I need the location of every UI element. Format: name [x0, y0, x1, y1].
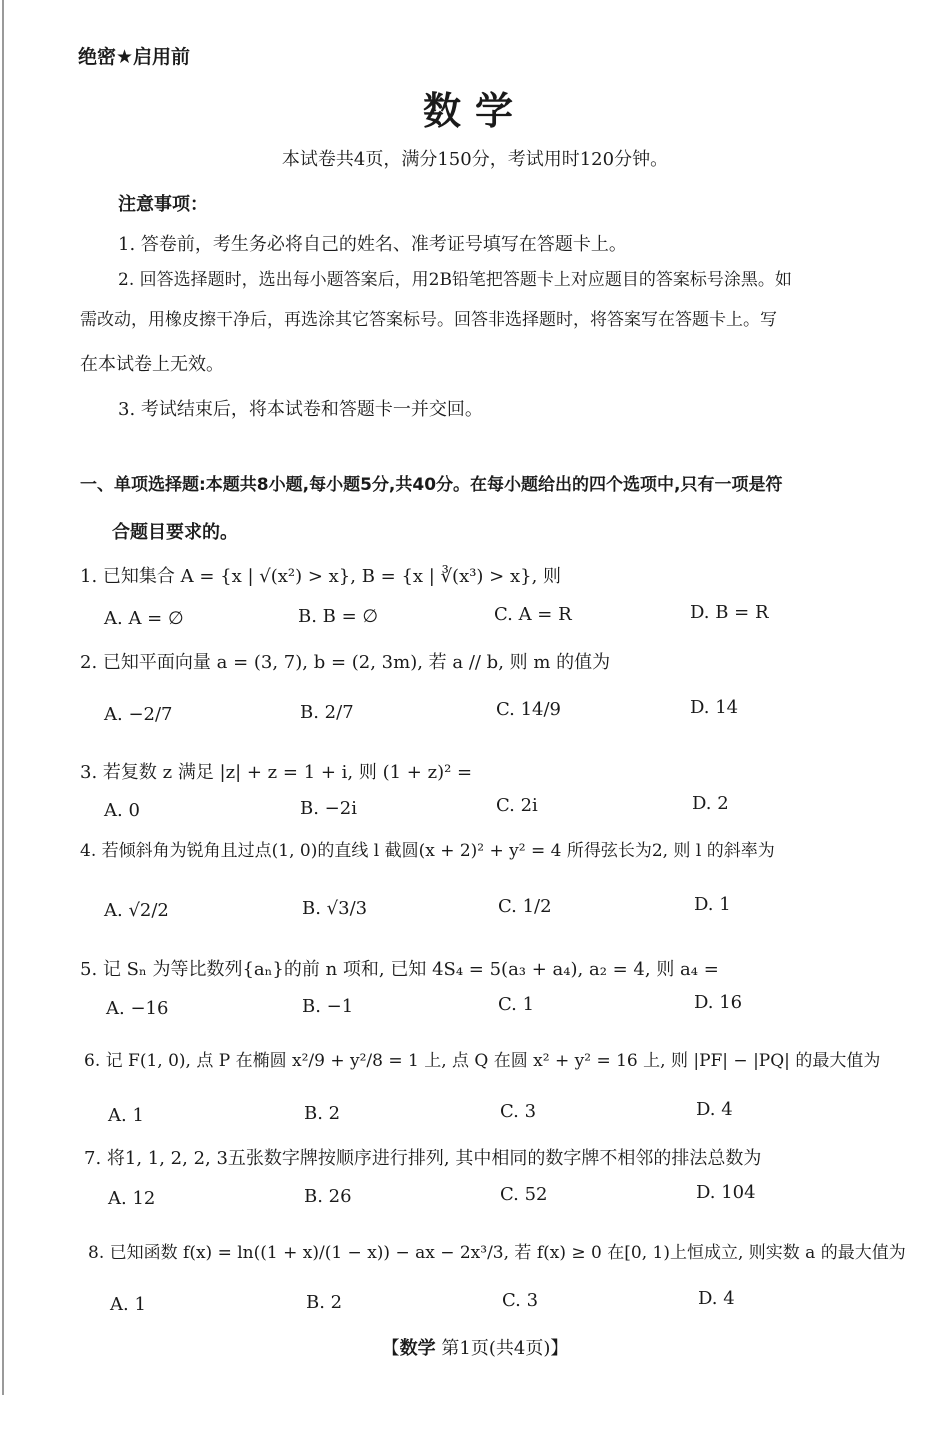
section-heading-line-2: 合题目要求的。	[112, 522, 238, 543]
question-8-option-b: B. 2	[306, 1292, 343, 1313]
question-4-stem: 4. 若倾斜角为锐角且过点(1, 0)的直线 l 截圆(x + 2)² + y² = 4 所得弦长为2, 则 l 的斜率为	[80, 841, 775, 861]
question-6-option-d: D. 4	[696, 1099, 733, 1120]
question-6-stem: 6. 记 F(1, 0), 点 P 在椭圆 x²/9 + y²/8 = 1 上, 点 Q 在圆 x² + y² = 16 上, 则 |PF| − |PQ| 的最大值为	[84, 1051, 881, 1071]
exam-info: 本试卷共4页，满分150分，考试用时120分钟。	[281, 149, 669, 170]
question-1-option-c: C. A = R	[494, 604, 572, 625]
question-5-option-a: A. −16	[106, 998, 169, 1019]
question-2-option-d: D. 14	[690, 697, 739, 718]
question-3-option-d: D. 2	[692, 793, 729, 814]
question-3-option-c: C. 2i	[496, 795, 538, 816]
question-2-option-b: B. 2/7	[300, 702, 354, 723]
question-2-option-c: C. 14/9	[496, 699, 561, 720]
question-7-stem: 7. 将1, 1, 2, 2, 3五张数字牌按顺序进行排列, 其中相同的数字牌不相邻的排法总数为	[84, 1148, 762, 1169]
question-5-option-d: D. 16	[694, 992, 743, 1013]
question-8-option-a: A. 1	[110, 1294, 146, 1315]
question-6-option-b: B. 2	[304, 1103, 341, 1124]
section-heading-line-1: 一、单项选择题:本题共8小题,每小题5分,共40分。在每小题给出的四个选项中,只有一项是符	[80, 475, 783, 495]
question-4-option-c: C. 1/2	[498, 896, 552, 917]
notice-item-1: 1. 答卷前，考生务必将自己的姓名、准考证号填写在答题卡上。	[118, 234, 627, 255]
question-7-option-c: C. 52	[500, 1184, 548, 1205]
question-7-option-b: B. 26	[304, 1186, 352, 1207]
notice-item-2-line-3: 在本试卷上无效。	[80, 354, 224, 375]
question-1-option-d: D. B = R	[690, 602, 769, 623]
question-5-option-b: B. −1	[302, 996, 354, 1017]
question-8-stem: 8. 已知函数 f(x) = ln((1 + x)/(1 − x)) − ax − 2x³/3, 若 f(x) ≥ 0 在[0, 1)上恒成立, 则实数 a 的最大值为	[88, 1243, 906, 1263]
page-title: 数学	[422, 89, 527, 133]
page-edge-rule	[2, 0, 4, 1395]
question-3-option-a: A. 0	[104, 800, 140, 821]
question-6-option-c: C. 3	[500, 1101, 537, 1122]
notice-heading: 注意事项：	[118, 194, 208, 215]
question-3-stem: 3. 若复数 z 满足 |z| + z = 1 + i, 则 (1 + z)² =	[80, 762, 473, 783]
question-4-option-a: A. √2/2	[104, 900, 169, 921]
question-7-option-a: A. 12	[108, 1188, 156, 1209]
question-8-option-d: D. 4	[698, 1288, 735, 1309]
page-footer: 【数学 第1页(共4页)】	[381, 1338, 569, 1359]
question-3-option-b: B. −2i	[300, 798, 357, 819]
question-1-option-b: B. B = ∅	[298, 606, 379, 627]
question-2-option-a: A. −2/7	[104, 704, 173, 725]
question-7-option-d: D. 104	[696, 1182, 756, 1203]
footer-page-number: 第1页(共4页)	[441, 1338, 551, 1359]
question-5-option-c: C. 1	[498, 994, 535, 1015]
confidential-label: 绝密★启用前	[78, 46, 191, 68]
question-4-option-b: B. √3/3	[302, 898, 368, 919]
question-5-stem: 5. 记 Sₙ 为等比数列{aₙ}的前 n 项和, 已知 4S₄ = 5(a₃ + a₄), a₂ = 4, 则 a₄ =	[80, 959, 719, 980]
notice-item-3: 3. 考试结束后，将本试卷和答题卡一并交回。	[118, 399, 483, 420]
question-1-stem: 1. 已知集合 A = {x | √(x²) > x}, B = {x | ∛(x³) > x}, 则	[80, 566, 562, 587]
question-6-option-a: A. 1	[108, 1105, 144, 1126]
question-4-option-d: D. 1	[694, 894, 731, 915]
question-1-option-a: A. A = ∅	[104, 608, 184, 629]
notice-item-2-line-1: 2. 回答选择题时，选出每小题答案后，用2B铅笔把答题卡上对应题目的答案标号涂黑。如	[118, 270, 792, 290]
question-8-option-c: C. 3	[502, 1290, 539, 1311]
notice-item-2-line-2: 需改动，用橡皮擦干净后，再选涂其它答案标号。回答非选择题时，将答案写在答题卡上。写	[80, 310, 777, 330]
question-2-stem: 2. 已知平面向量 a = (3, 7), b = (2, 3m), 若 a // b, 则 m 的值为	[80, 652, 611, 673]
footer-subject: 数学	[399, 1338, 436, 1359]
